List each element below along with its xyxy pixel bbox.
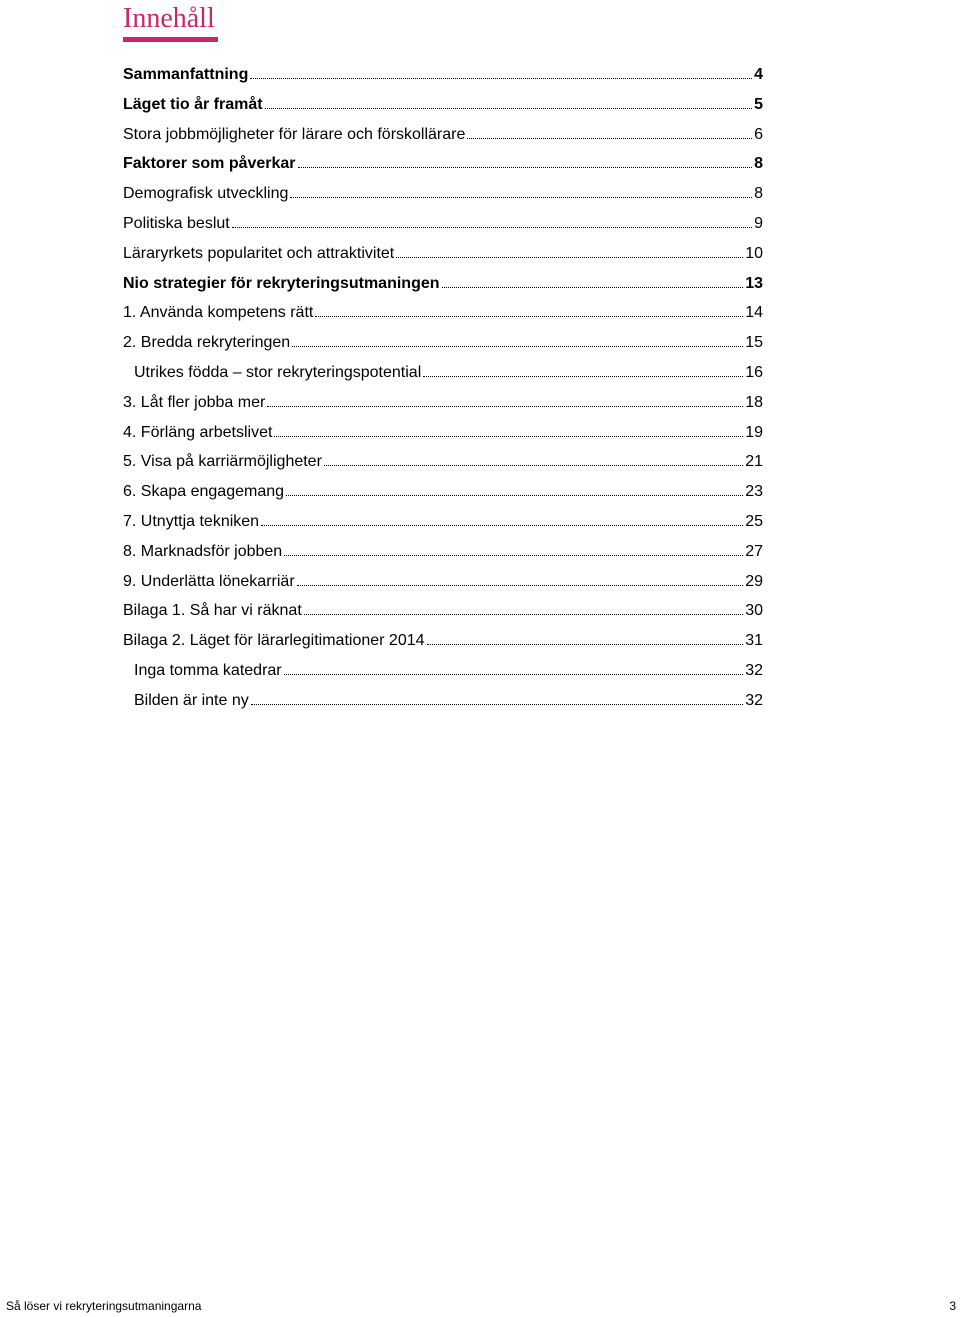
toc-entry-title: Utrikes födda – stor rekryteringspotential — [134, 363, 422, 381]
toc-dot-leader — [232, 215, 752, 228]
toc-dot-leader — [274, 424, 743, 437]
toc-entry-page-number: 30 — [745, 602, 763, 620]
toc-entry-title: 3. Låt fler jobba mer — [123, 393, 266, 411]
toc-entry-title: Läget tio år framåt — [123, 95, 263, 113]
footer-page-number: 3 — [949, 1299, 956, 1313]
toc-entry[interactable] — [123, 358, 763, 388]
toc-dot-leader — [250, 66, 752, 79]
toc-dot-leader — [324, 454, 743, 467]
toc-entry-page-number: 4 — [754, 66, 763, 83]
toc-entry-title: 2. Bredda rekryteringen — [123, 334, 291, 352]
toc-entry-page-number: 32 — [745, 691, 763, 709]
toc-entry-page-number: 6 — [754, 125, 763, 143]
toc-entry[interactable] — [123, 328, 763, 358]
toc-entry-title: 1. Använda kompetens rätt — [123, 304, 314, 322]
toc-entry-title: Stora jobbmöjligheter för lärare och förskollärare — [123, 125, 466, 143]
toc-entry-title: Inga tomma katedrar — [134, 661, 282, 679]
toc-entry-page-number: 8 — [754, 155, 763, 173]
toc-entry-page-number: 10 — [745, 244, 763, 262]
toc-entry[interactable] — [123, 209, 763, 239]
toc-entry-page-number: 19 — [745, 423, 763, 441]
toc-entry-title: Bilaga 1. Så har vi räknat — [123, 602, 302, 620]
toc-entry[interactable] — [123, 269, 763, 299]
toc-entry[interactable] — [123, 120, 763, 150]
toc-entry-title: 5. Visa på karriärmöjligheter — [123, 453, 322, 471]
toc-entry-title: Bilden är inte ny — [134, 691, 249, 709]
toc-entry[interactable] — [123, 447, 763, 477]
toc-dot-leader — [442, 275, 744, 288]
toc-entry-title: Faktorer som påverkar — [123, 155, 296, 173]
toc-entry[interactable] — [123, 686, 763, 716]
toc-dot-leader — [284, 543, 743, 556]
toc-entry-page-number: 29 — [745, 572, 763, 590]
toc-entry-page-number: 18 — [745, 393, 763, 411]
toc-entry-page-number: 5 — [754, 95, 763, 113]
toc-entry[interactable] — [123, 90, 763, 120]
toc-entry[interactable] — [123, 60, 763, 90]
toc-entry[interactable] — [123, 507, 763, 537]
toc-entry[interactable] — [123, 388, 763, 418]
toc-entry[interactable] — [123, 567, 763, 597]
toc-entry[interactable] — [123, 149, 763, 179]
toc-entry-title: 8. Marknadsför jobben — [123, 542, 283, 560]
toc-dot-leader — [251, 692, 743, 705]
toc-entry[interactable] — [123, 239, 763, 269]
toc-dot-leader — [423, 364, 743, 377]
toc-dot-leader — [298, 156, 753, 169]
toc-entry-title: 4. Förläng arbetslivet — [123, 423, 273, 441]
toc-entry-page-number: 21 — [745, 453, 763, 471]
toc-entry[interactable] — [123, 477, 763, 507]
toc-entry-page-number: 8 — [754, 185, 763, 203]
toc-dot-leader — [265, 96, 753, 109]
table-of-contents — [123, 60, 763, 716]
toc-dot-leader — [292, 335, 743, 348]
toc-entry-title: 9. Underlätta lönekarriär — [123, 572, 295, 590]
toc-entry[interactable] — [123, 537, 763, 567]
toc-dot-leader — [467, 126, 752, 139]
toc-entry[interactable] — [123, 298, 763, 328]
toc-entry-title: Bilaga 2. Läget för lärarlegitimationer 2014 — [123, 632, 425, 650]
toc-entry-page-number: 23 — [745, 483, 763, 501]
toc-entry-page-number: 14 — [745, 304, 763, 322]
toc-entry[interactable] — [123, 596, 763, 626]
toc-entry-page-number: 31 — [745, 632, 763, 650]
toc-dot-leader — [315, 305, 743, 318]
toc-entry[interactable] — [123, 179, 763, 209]
heading-underline — [123, 37, 218, 42]
toc-entry-page-number: 9 — [754, 214, 763, 232]
page-heading: Innehåll — [123, 3, 215, 34]
toc-entry-title: Demografisk utveckling — [123, 185, 289, 203]
toc-entry-title: Sammanfattning — [123, 66, 249, 83]
toc-entry-title: Politiska beslut — [123, 214, 230, 232]
toc-entry-title: 6. Skapa engagemang — [123, 483, 285, 501]
toc-entry-page-number: 25 — [745, 512, 763, 530]
toc-dot-leader — [286, 484, 743, 497]
toc-entry-page-number: 15 — [745, 334, 763, 352]
toc-dot-leader — [304, 603, 743, 616]
toc-dot-leader — [396, 245, 743, 258]
toc-entry-page-number: 27 — [745, 542, 763, 560]
toc-entry[interactable] — [123, 656, 763, 686]
toc-dot-leader — [297, 573, 744, 586]
toc-entry[interactable] — [123, 418, 763, 448]
toc-entry[interactable] — [123, 626, 763, 656]
toc-entry-title: 7. Utnyttja tekniken — [123, 512, 260, 530]
toc-dot-leader — [261, 513, 743, 526]
toc-dot-leader — [267, 394, 743, 407]
toc-dot-leader — [290, 186, 752, 199]
toc-entry-page-number: 16 — [745, 363, 763, 381]
toc-entry-title: Nio strategier för rekryteringsutmaningen — [123, 274, 440, 292]
toc-dot-leader — [427, 633, 744, 646]
toc-dot-leader — [284, 662, 744, 675]
toc-entry-title: Läraryrkets popularitet och attraktivitet — [123, 244, 395, 262]
footer-document-title: Så löser vi rekryteringsutmaningarna — [6, 1299, 202, 1313]
toc-entry-page-number: 13 — [745, 274, 763, 292]
toc-entry-page-number: 32 — [745, 661, 763, 679]
